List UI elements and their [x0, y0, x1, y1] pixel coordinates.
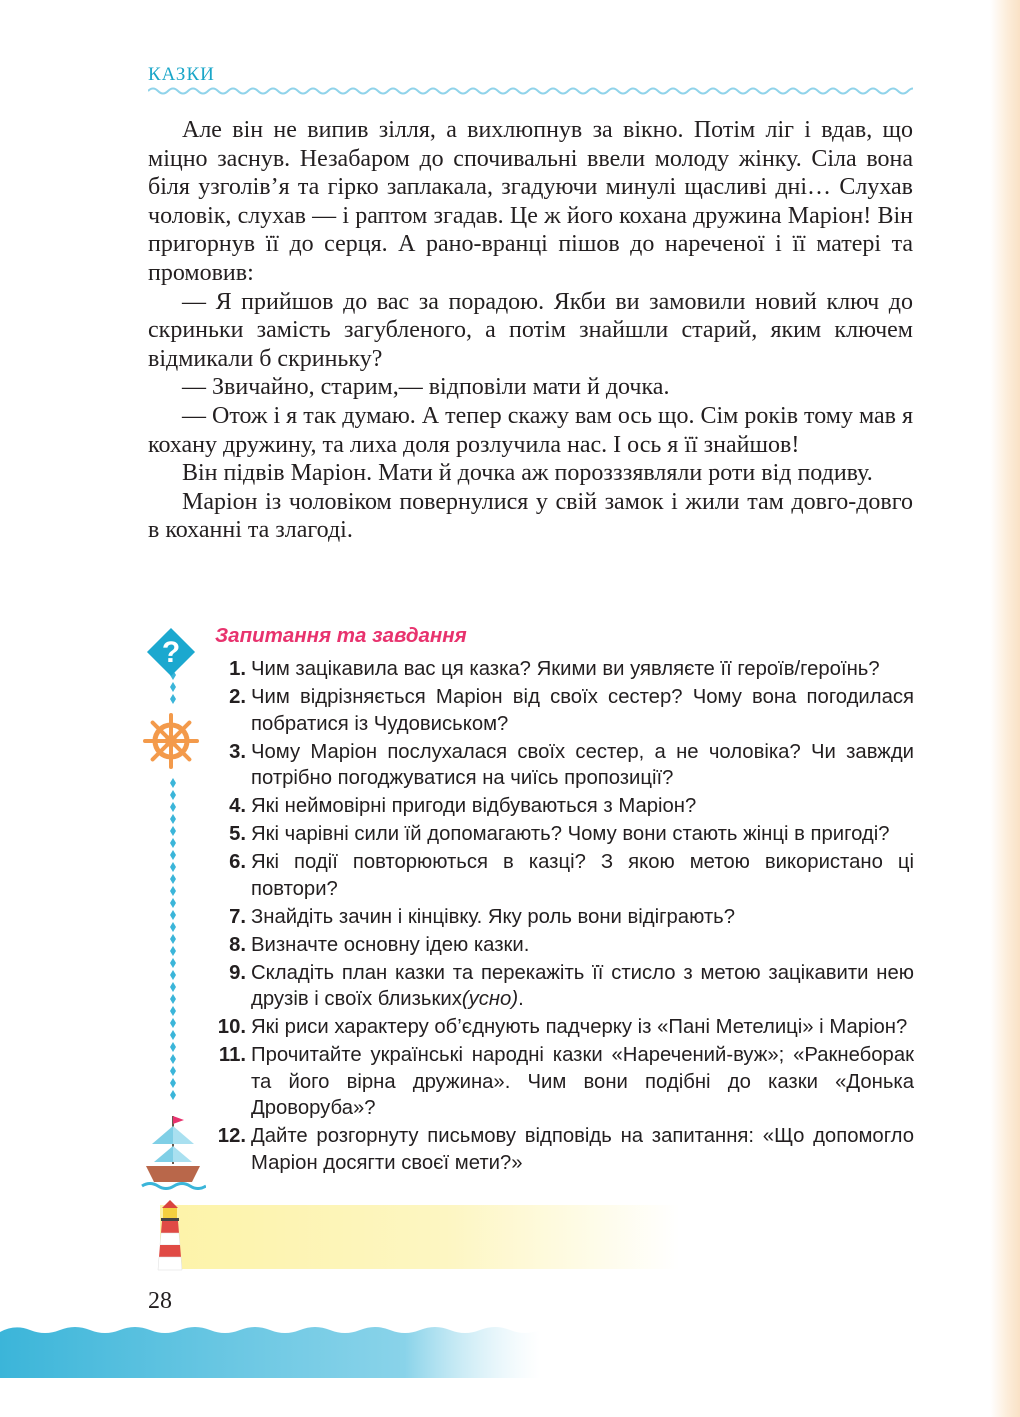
header-wave-divider	[148, 86, 913, 96]
question-number: 1.	[229, 658, 246, 680]
question-text: Які події повторюються в казці? З якою метою використано ці повтори?	[251, 851, 914, 900]
question-text: Дайте розгорнуту письмову відповідь на запитання: «Що допомогло Маріон досягти своєї мети?»	[251, 1125, 914, 1174]
question-number: 3.	[229, 740, 246, 763]
page-edge-shadow	[990, 0, 1020, 1417]
question-number: 2.	[229, 686, 246, 708]
story-text	[148, 116, 913, 545]
question-text: Які чарівні сили їй допомагають? Чому вони стають жінці в пригоді?	[251, 823, 890, 845]
question-text-tail: .	[518, 988, 524, 1010]
question-number: 4.	[229, 795, 246, 817]
question-number: 7.	[229, 905, 246, 928]
question-text: Чому Маріон послухалася своїх сестер, а не чоловіка? Чи завжди потрібно погоджуватися на чиїсь пропозиції?	[251, 740, 914, 789]
story-paragraph: Він підвів Маріон. Мати й дочка аж порозззявляли роти від подиву.	[182, 460, 873, 487]
question-text: Знайдіть зачин і кінцівку. Яку роль вони відіграють?	[251, 905, 735, 928]
question-text: Які неймовірні пригоди відбуваються з Маріон?	[251, 795, 697, 817]
story-paragraph: — Отож і я так думаю. А тепер скажу вам ось що. Сім років тому мав я кохану дружину, та лиха доля розлучила нас. І ось я її знайшов!	[148, 402, 913, 458]
svg-text:?: ?	[161, 636, 181, 669]
question-item	[196, 684, 914, 737]
question-text: Визначте основну ідею казки.	[251, 933, 530, 956]
story-paragraph: — Я прийшов до вас за порадою. Якби ви замовили новий ключ до скриньки замість загубленого, а потім знайшли старий, яким ключем відмикали б скриньку?	[148, 288, 913, 372]
question-item	[196, 1042, 914, 1122]
question-item	[196, 904, 914, 931]
questions-heading: Запитання та завдання	[215, 624, 467, 647]
ship-wheel-icon	[142, 712, 200, 770]
question-number: 10.	[217, 1016, 246, 1038]
question-diamond-icon	[145, 626, 197, 678]
question-number: 5.	[229, 823, 246, 845]
question-item	[196, 1014, 914, 1041]
page-number: 28	[148, 1288, 172, 1314]
question-number: 6.	[229, 851, 246, 873]
questions-list	[196, 656, 914, 1178]
question-number: 8.	[229, 933, 246, 956]
question-item	[196, 739, 914, 792]
lighthouse-icon	[156, 1200, 184, 1272]
question-text: Чим зацікавила вас ця казка? Якими ви уявляєте її героїв/героїнь?	[251, 658, 880, 680]
story-paragraph: Але він не випив зілля, а вихлюпнув за вікно. Потім ліг і вдав, що міцно заснув. Незабаром до спочивальні ввели молоду жінку. Сіла вона біля узголів’я та гірко заплакала, згадуючи минулі щасливі дні… Слухав чоловік, слухав — і раптом згадав. Це ж його кохана дружина Маріон! Він пригорнув її до серця. А рано-вранці пішов до нареченої і її матері та промовив:	[148, 117, 913, 286]
question-item	[196, 849, 914, 902]
question-item	[196, 932, 914, 959]
question-text: Які риси характеру об’єднують падчерку із «Пані Метелиці» і Маріон?	[251, 1016, 908, 1038]
question-item	[196, 793, 914, 820]
question-item	[196, 960, 914, 1013]
question-number: 12.	[217, 1125, 246, 1147]
question-item	[196, 821, 914, 848]
running-head: КАЗКИ	[148, 64, 215, 85]
question-text: Чим відрізняється Маріон від своїх сестер? Чому вона погодилася побратися із Чудовиськом?	[251, 686, 914, 735]
question-number: 9.	[229, 961, 246, 984]
question-item	[196, 1123, 914, 1176]
question-text: Прочитайте українські народні казки «Наречений-вуж»; «Ракнеборак та його вірна дружина». Чим вони подібні до казки «Донька Дроворуба»?	[251, 1044, 914, 1119]
question-item	[196, 656, 914, 683]
story-paragraph: — Звичайно, старим,— відповіли мати й дочка.	[182, 374, 670, 401]
question-number: 11.	[218, 1044, 246, 1066]
wave-icon	[0, 1318, 540, 1378]
question-text-main: Складіть план казки та перекажіть її стисло з метою зацікавити нею друзів і своїх близьких	[251, 961, 914, 1010]
story-paragraph: Маріон із чоловіком повернулися у свій замок і жили там довго-довго в коханні та злагоді.	[148, 488, 913, 544]
question-text-italic: (усно)	[461, 988, 519, 1010]
question-text	[251, 960, 914, 1013]
question-12-highlight	[160, 1205, 680, 1269]
